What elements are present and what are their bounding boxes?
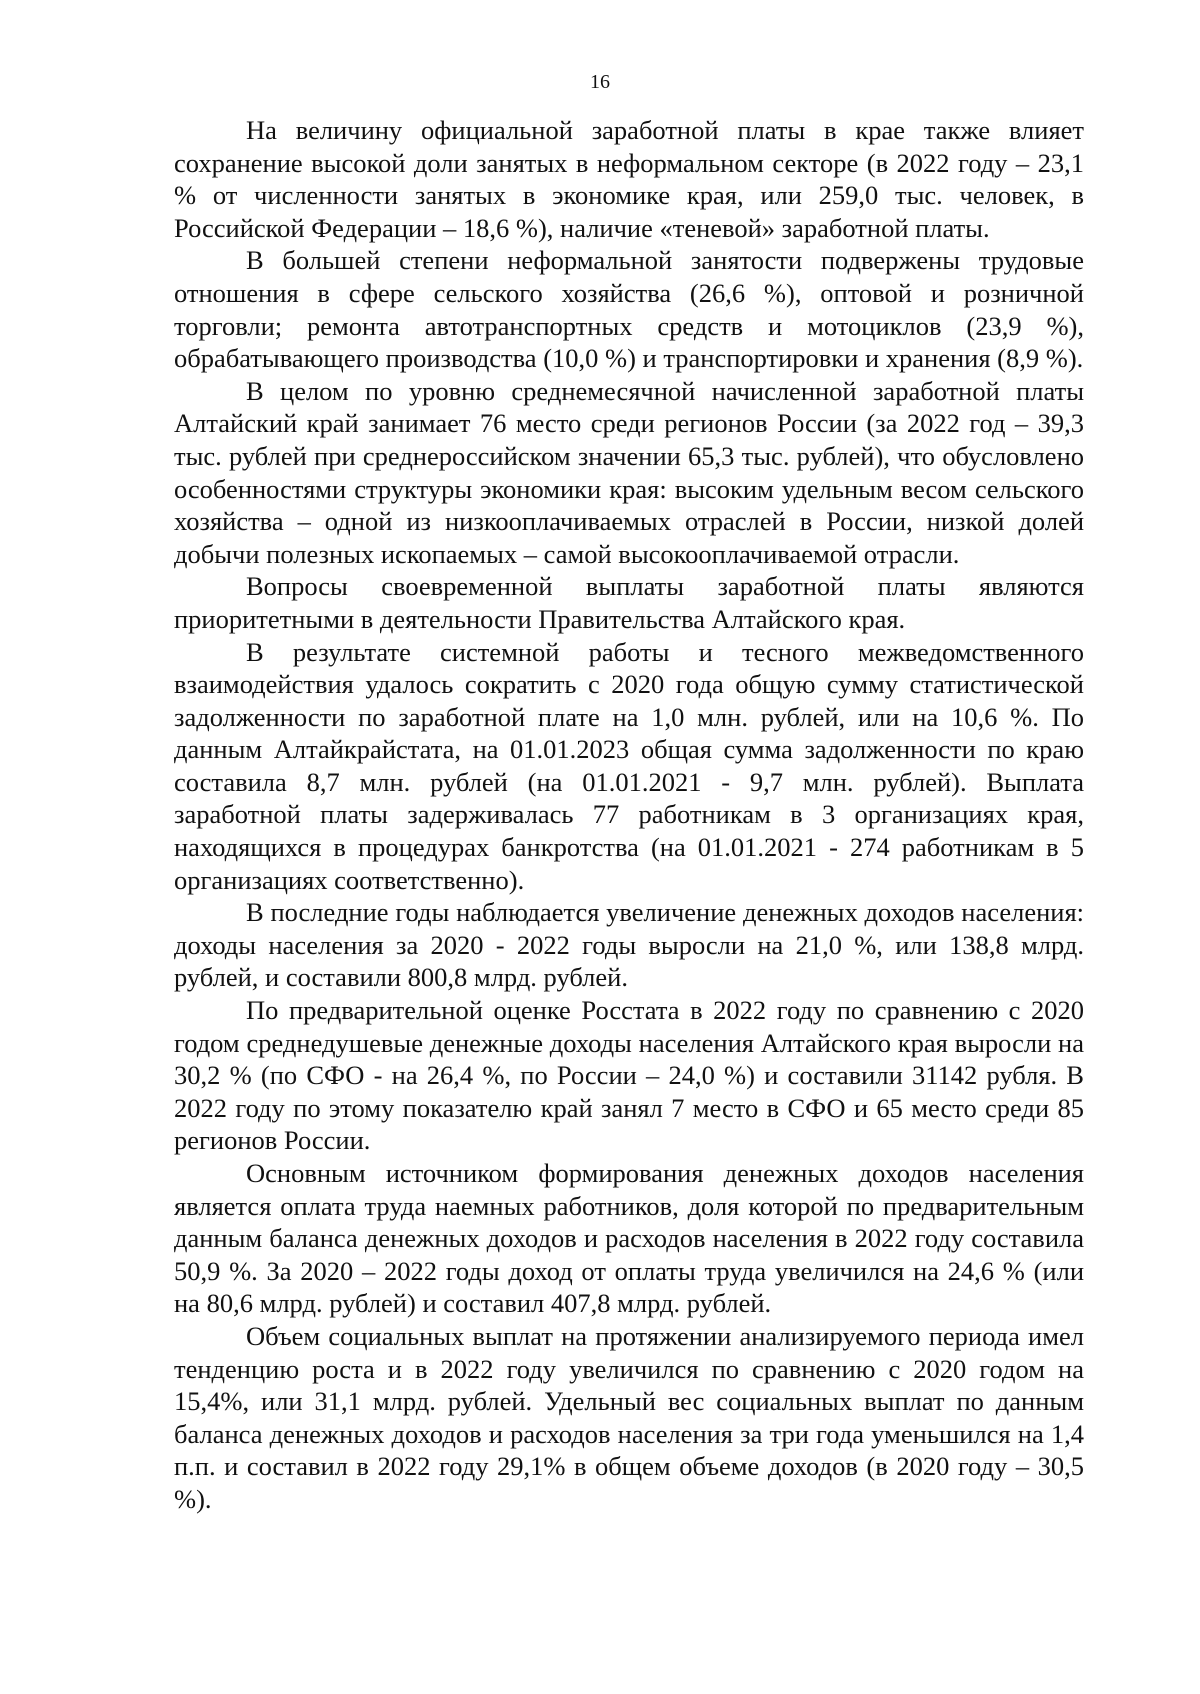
paragraph-income-sources: Основным источником формирования денежных доходов населения является оплата труда наемных работников, доля которой по предварительным данным баланса денежных доходов и расходов населения в 2022 году составила 50,9 %. За 2020 – 2022 годы доход от оплаты труда увеличился на 24,6 % (или на 80,6 млрд. рублей) и составил 407,8 млрд. рублей.: [174, 1158, 1084, 1319]
paragraph-population-income: В последние годы наблюдается увеличение денежных доходов населения: доходы населения за 2020 - 2022 годы выросли на 21,0 %, или 138,8 млрд. рублей, и составили 800,8 млрд. рублей.: [174, 897, 1084, 993]
paragraph-informal-employment-sectors: В большей степени неформальной занятости подвержены трудовые отношения в сфере сельского хозяйства (26,6 %), оптовой и розничной торговли; ремонта автотранспортных средств и мотоциклов (23,9 %), обрабатывающего производства (10,0 %) и транспортировки и хранения (8,9 %).: [174, 245, 1084, 374]
paragraph-social-payments: Объем социальных выплат на протяжении анализируемого периода имел тенденцию роста и в 2022 году увеличился по сравнению с 2020 годом на 15,4%, или 31,1 млрд. рублей. Удельный вес социальных выплат по данным баланса денежных доходов и расходов населения за три года уменьшился на 1,4 п.п. и составил в 2022 году 29,1% в общем объеме доходов (в 2020 году – 30,5 %).: [174, 1320, 1084, 1514]
document-body: [174, 114, 1084, 1516]
paragraph-informal-sector: На величину официальной заработной платы в крае также влияет сохранение высокой доли занятых в неформальном секторе (в 2022 году – 23,1 % от численности занятых в экономике края, или 259,0 тыс. человек, в Российской Федерации – 18,6 %), наличие «теневой» заработной платы.: [174, 115, 1084, 243]
paragraph-wage-arrears: В результате системной работы и тесного межведомственного взаимодействия удалось сократить с 2020 года общую сумму статистической задолженности по заработной плате на 1,0 млн. рублей, или на 10,6 %. По данным Алтайкрайстата, на 01.01.2023 общая сумма задолженности по краю составила 8,7 млн. рублей (на 01.01.2021 - 9,7 млн. рублей). Выплата заработной платы задерживалась 77 работникам в 3 организациях края, находящихся в процедурах банкротства (на 01.01.2021 - 274 работникам в 5 организациях соответственно).: [174, 636, 1084, 895]
paragraph-timely-payment: Вопросы своевременной выплаты заработной платы являются приоритетными в деятельности Правительства Алтайского края.: [174, 571, 1084, 634]
page-number: 16: [590, 71, 610, 93]
paragraph-average-salary-rank: В целом по уровню среднемесячной начисленной заработной платы Алтайский край занимает 76 место среди регионов России (за 2022 год – 39,3 тыс. рублей при среднероссийском значении 65,3 тыс. рублей), что обусловлено особенностями структуры экономики края: высоким удельным весом сельского хозяйства – одной из низкооплачиваемых отраслей в России, низкой долей добычи полезных ископаемых – самой высокооплачиваемой отрасли.: [174, 375, 1084, 569]
paragraph-per-capita-income: По предварительной оценке Росстата в 2022 году по сравнению с 2020 годом среднедушевые денежные доходы населения Алтайского края выросли на 30,2 % (по СФО - на 26,4 %, по России – 24,0 %) и составили 31142 рубля. В 2022 году по этому показателю край занял 7 место в СФО и 65 место среди 85 регионов России.: [174, 995, 1084, 1156]
